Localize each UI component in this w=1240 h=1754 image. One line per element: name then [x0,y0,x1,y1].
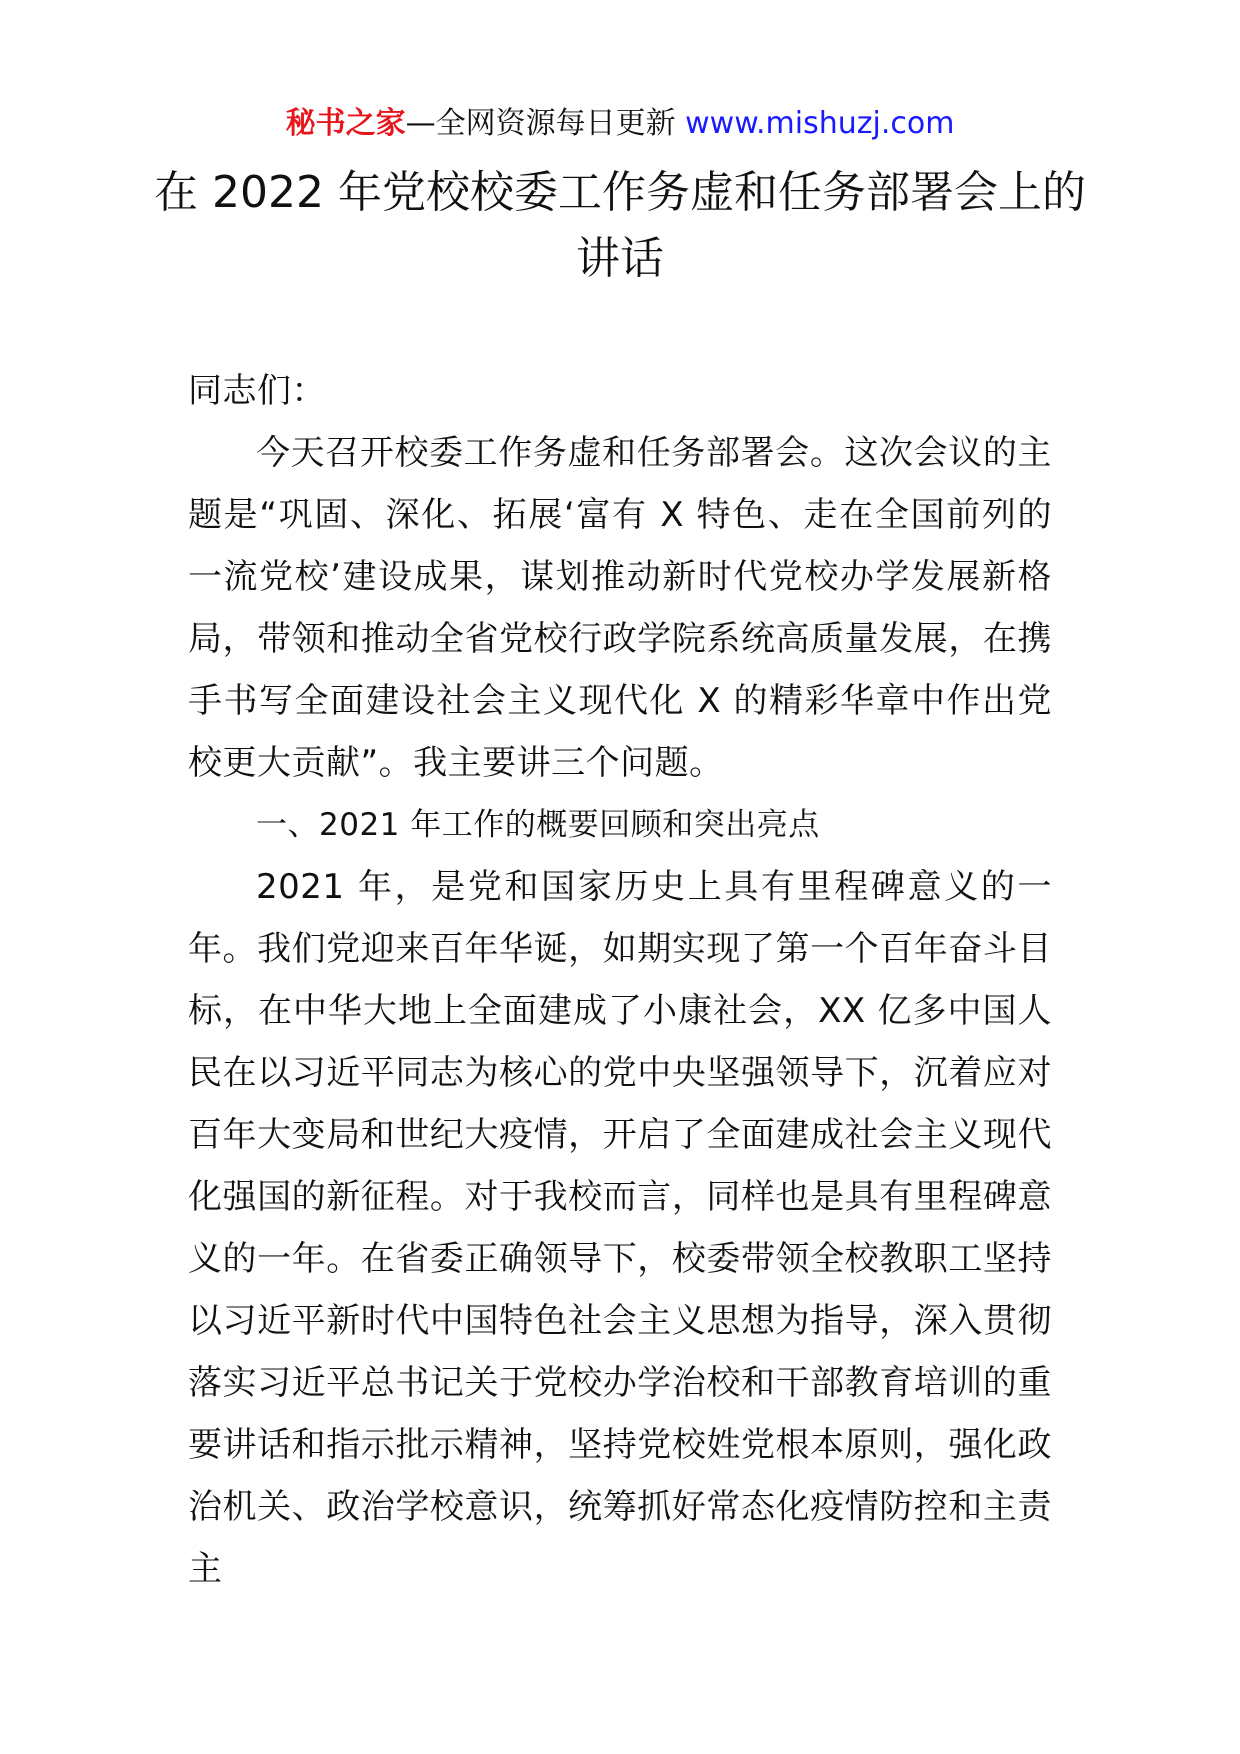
document-title: 在 2022 年党校校委工作务虚和任务部署会上的讲话 [154,167,1086,284]
header-tagline: —全网资源每日更新 [405,106,676,141]
salutation: 同志们： [188,371,326,411]
site-url-link[interactable]: www.mishuzj.com [685,106,955,141]
section-heading: 一、2021 年工作的概要回顾和突出亮点 [256,807,820,843]
section-body-paragraph: 2021 年，是党和国家历史上具有里程碑意义的一年。我们党迎来百年华诞，如期实现了第一个百年奋斗目标，在中华大地上全面建成了小康社会，XX 亿多中国人民在以习近平同志为核心的党中央坚强领导下，沉着应对百年大变局和世纪大疫情，开启了全面建成社会主义现代化强国的新征程。对于我校而言，同样也是具有里程碑意义的一年。在省委正确领导下，校委带领全校教职工坚持以习近平新时代中国特色社会主义思想为指导，深入贯彻落实习近平总书记关于党校办学治校和干部教育培训的重要讲话和指示批示精神，坚持党校姓党根本原则，强化政治机关、政治学校意识，统筹抓好常态化疫情防控和主责主 [188,867,1052,1589]
site-header [0,100,1240,148]
intro-paragraph: 今天召开校委工作务虚和任务部署会。这次会议的主题是“巩固、深化、拓展‘富有 X 特色、走在全国前列的一流党校’建设成果，谋划推动新时代党校办学发展新格局，带领和推动全省党校行政学院系统高质量发展，在携手书写全面建设社会主义现代化 X 的精彩华章中作出党校更大贡献”。我主要讲三个问题。 [188,433,1052,783]
brand-name: 秘书之家 [285,106,406,141]
document-body [188,360,1052,1600]
